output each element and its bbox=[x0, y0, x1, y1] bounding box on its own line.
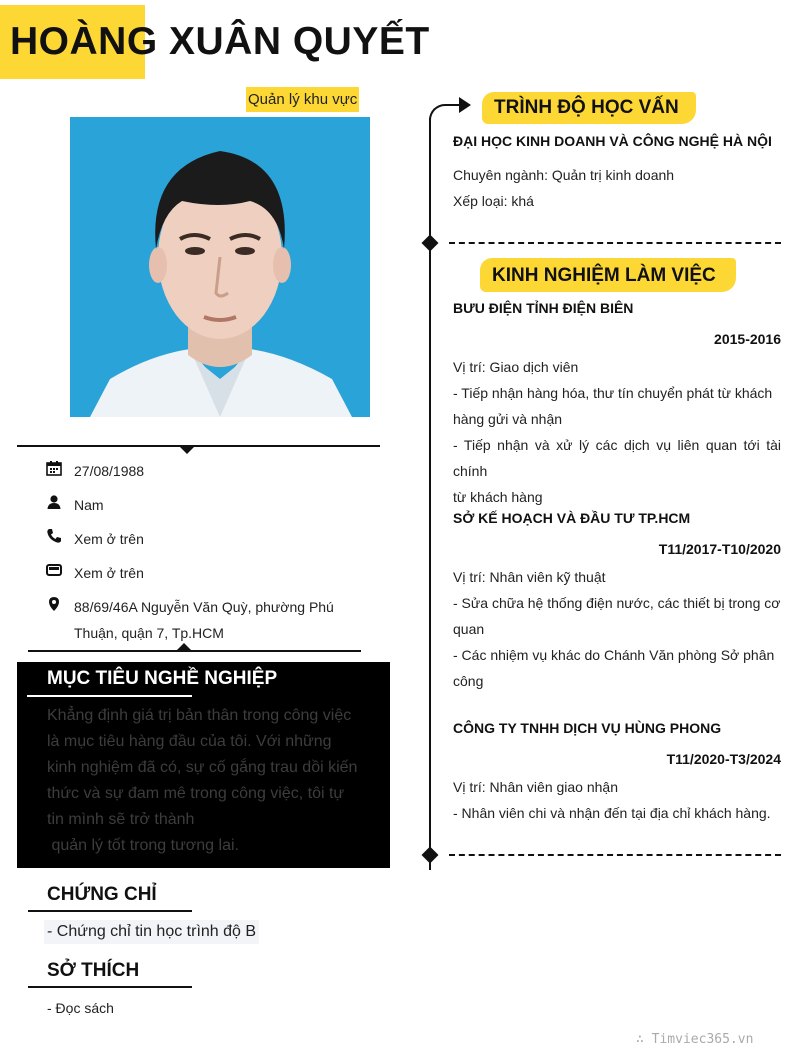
certificate-item: - Chứng chỉ tin học trình độ B bbox=[44, 920, 259, 944]
job-line: hàng gửi và nhận bbox=[453, 411, 563, 427]
timeline-curve bbox=[429, 104, 447, 124]
job-details bbox=[453, 564, 781, 694]
education-grade: Xếp loại: khá bbox=[453, 193, 534, 209]
address-text: 88/69/46A Nguyễn Văn Quỳ, phường Phú Thuận, quận 7, Tp.HCM bbox=[74, 599, 334, 641]
education-divider bbox=[449, 242, 781, 244]
caret-down-icon bbox=[180, 447, 194, 454]
objective-line: là mục tiêu hàng đầu của tôi. Với những bbox=[47, 733, 332, 750]
objective-underline bbox=[27, 695, 192, 697]
job-period: T11/2020-T3/2024 bbox=[666, 751, 781, 767]
phone-text: Xem ở trên bbox=[74, 531, 144, 547]
hobby-item: - Đọc sách bbox=[47, 1000, 114, 1016]
job-line: Vị trí: Nhân viên kỹ thuật bbox=[453, 569, 606, 585]
gender-text: Nam bbox=[74, 497, 104, 513]
job-line: - Tiếp nhận hàng hóa, thư tín chuyển phát từ khách bbox=[453, 385, 773, 401]
email-text: Xem ở trên bbox=[74, 565, 144, 581]
certificates-title: CHỨNG CHỈ bbox=[47, 884, 157, 905]
calendar-icon bbox=[46, 460, 62, 476]
objective-body bbox=[47, 703, 359, 859]
job-period: 2015-2016 bbox=[714, 331, 781, 347]
contact-top-divider bbox=[17, 445, 380, 447]
hobbies-underline bbox=[28, 986, 192, 988]
job-period: T11/2017-T10/2020 bbox=[658, 541, 781, 557]
job-line: - Nhân viên chi và nhận đến tại địa chỉ khách hàng. bbox=[453, 805, 771, 821]
email-icon bbox=[46, 562, 62, 578]
watermark: ∴ Timviec365.vn bbox=[636, 1032, 754, 1047]
contact-phone bbox=[46, 526, 366, 552]
user-icon bbox=[46, 494, 62, 510]
timeline-line bbox=[429, 118, 431, 870]
job-line: công bbox=[453, 673, 484, 689]
job-org: SỞ KẾ HOẠCH VÀ ĐẦU TƯ TP.HCM bbox=[453, 510, 691, 526]
experience-divider bbox=[449, 854, 781, 856]
caret-up-icon bbox=[177, 643, 191, 650]
location-icon bbox=[46, 596, 62, 612]
job-line: từ khách hàng bbox=[453, 489, 543, 505]
job-title: Quản lý khu vực bbox=[246, 87, 359, 112]
school-name: ĐẠI HỌC KINH DOANH VÀ CÔNG NGHỆ HÀ NỘI bbox=[453, 133, 772, 149]
contact-email bbox=[46, 560, 366, 586]
certificates-underline bbox=[28, 910, 192, 912]
job-line: Vị trí: Nhân viên giao nhận bbox=[453, 779, 618, 795]
contact-gender bbox=[46, 492, 366, 518]
job-org: CÔNG TY TNHH DỊCH VỤ HÙNG PHONG bbox=[453, 720, 722, 736]
timeline-diamond bbox=[422, 235, 439, 252]
job-line: - Tiếp nhận và xử lý các dịch vụ liên quan tới tài chính bbox=[453, 437, 781, 479]
contact-birthday bbox=[46, 458, 366, 484]
objective-title: MỤC TIÊU NGHỀ NGHIỆP bbox=[47, 668, 278, 689]
objective-line: kinh nghiệm đã có, sự cố gắng trau dồi kiến bbox=[47, 759, 358, 776]
arrow-right-icon bbox=[459, 97, 471, 113]
objective-line: Khẳng định giá trị bản thân trong công việc bbox=[47, 707, 352, 724]
job-line: Vị trí: Giao dịch viên bbox=[453, 359, 579, 375]
education-details bbox=[453, 162, 781, 214]
birthday-text: 27/08/1988 bbox=[74, 463, 145, 479]
candidate-name: HOÀNG XUÂN QUYẾT bbox=[10, 20, 430, 63]
objective-line: thức và sự đam mê trong công việc, tôi tự bbox=[47, 785, 345, 802]
education-title: TRÌNH ĐỘ HỌC VẤN bbox=[494, 97, 679, 118]
objective-line: tin mình sẽ trở thành bbox=[47, 811, 195, 828]
job-line: quan bbox=[453, 621, 485, 637]
portrait-photo bbox=[70, 117, 370, 417]
job-details bbox=[453, 774, 781, 826]
job-org: BƯU ĐIỆN TỈNH ĐIỆN BIÊN bbox=[453, 300, 634, 316]
job-line: - Các nhiệm vụ khác do Chánh Văn phòng Sở phân bbox=[453, 647, 775, 663]
phone-icon bbox=[46, 528, 62, 544]
education-major: Chuyên ngành: Quản trị kinh doanh bbox=[453, 167, 675, 183]
objective-section bbox=[17, 662, 390, 868]
contact-bottom-divider bbox=[28, 650, 361, 652]
job-line: - Sửa chữa hệ thống điện nước, các thiết bị trong cơ bbox=[453, 595, 781, 611]
contact-address bbox=[46, 594, 366, 646]
job-details bbox=[453, 354, 781, 510]
experience-title: KINH NGHIỆM LÀM VIỆC bbox=[492, 265, 716, 286]
hobbies-title: SỞ THÍCH bbox=[47, 960, 140, 981]
timeline-diamond bbox=[422, 847, 439, 864]
objective-line: quản lý tốt trong tương lai. bbox=[47, 837, 239, 854]
